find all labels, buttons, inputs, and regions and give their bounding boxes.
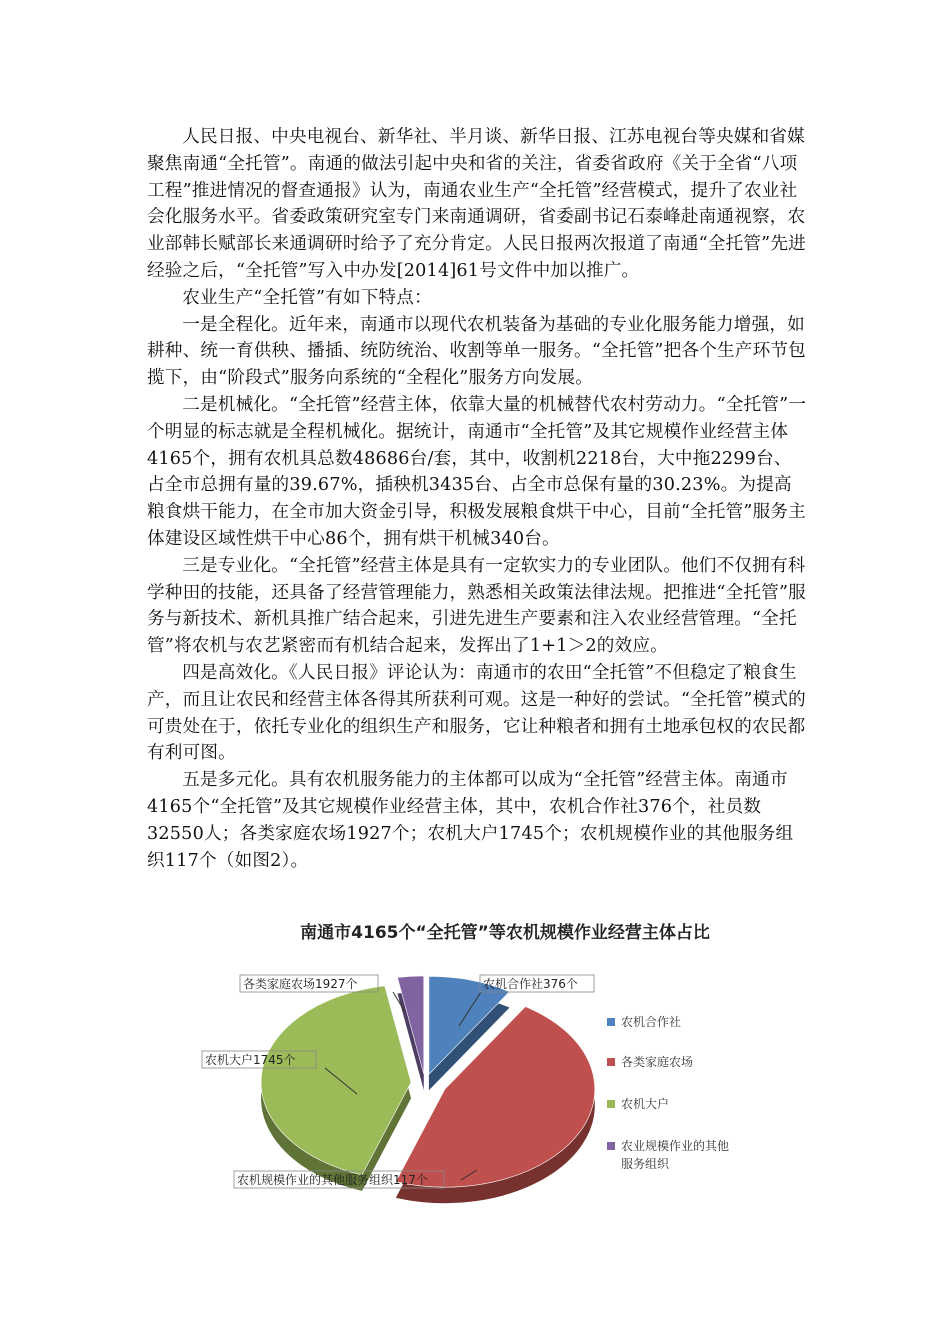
legend-swatch-1 xyxy=(607,1058,615,1066)
data-label-1: 各类家庭农场1927个 xyxy=(243,977,358,991)
paragraph-feature-4: 四是高效化。《人民日报》评论认为：南通市的农田“全托管”不但稳定了粮食生产，而且让农民和经营主体各得其所获利可观。这是一种好的尝试。“全托管”模式的可贵处在于，依托专业化的组织生产和服务，它让种粮者和拥有土地承包权的农民都有利可图。 xyxy=(147,662,806,764)
paragraph-feature-2: 二是机械化。“全托管”经营主体，依靠大量的机械替代农村劳动力。“全托管”一个明显的标志就是全程机械化。据统计，南通市“全托管”及其它规模作业经营主体4165个，拥有农机具总数48686台/套，其中，收割机2218台，大中拖2299台、占全市总拥有量的39.67%，插秧机3435台、占全市总保有量的30.23%。为提高粮食烘干能力，在全市加大资金引导，积极发展粮食烘干中心，目前“全托管”服务主体建设区域性烘干中心86个，拥有烘干机械340台。 xyxy=(147,394,807,549)
data-label-0: 农机合作社376个 xyxy=(483,977,578,991)
body-text xyxy=(147,124,807,874)
data-label-3: 农机规模作业的其他服务组织117个 xyxy=(237,1173,428,1187)
paragraph-media-coverage: 人民日报、中央电视台、新华社、半月谈、新华日报、江苏电视台等央媒和省媒聚焦南通“全托管”。南通的做法引起中央和省的关注，省委省政府《关于全省“八项工程”推进情况的督查通报》认为，南通农业生产“全托管”经营模式，提升了农业社会化服务水平。省委政策研究室专门来南通调研，省委副书记石泰峰赴南通视察，农业部韩长赋部长来通调研时给予了充分肯定。人民日报两次报道了南通“全托管”先进经验之后，“全托管”写入中办发[2014]61号文件中加以推广。 xyxy=(147,127,806,281)
data-label-2: 农机大户1745个 xyxy=(205,1053,296,1067)
legend-label-2: 农机大户 xyxy=(621,1097,670,1111)
chart-title: 南通市4165个“全托管”等农机规模作业经营主体占比 xyxy=(300,923,710,943)
legend-swatch-0 xyxy=(607,1018,615,1026)
paragraph-features-intro: 农业生产“全托管”有如下特点： xyxy=(182,287,432,308)
legend-label-3-cont: 服务组织 xyxy=(621,1157,670,1171)
legend-label-1: 各类家庭农场 xyxy=(621,1055,694,1069)
legend-label-0: 农机合作社 xyxy=(621,1015,682,1029)
paragraph-feature-3: 三是专业化。“全托管”经营主体是具有一定软实力的专业团队。他们不仅拥有科学种田的技能，还具备了经营管理能力，熟悉相关政策法律法规。把推进“全托管”服务与新技术、新机具推广结合起来，引进先进生产要素和注入农业经营管理。“全托管”将农机与农艺紧密而有机结合起来，发挥出了1+1＞2的效应。 xyxy=(147,555,806,657)
pie-chart xyxy=(205,918,785,1208)
paragraph-feature-5: 五是多元化。具有农机服务能力的主体都可以成为“全托管”经营主体。南通市4165个“全托管”及其它规模作业经营主体，其中，农机合作社376个，社员数32550人；各类家庭农场1927个；农机大户1745个；农机规模作业的其他服务组织117个（如图2）。 xyxy=(147,770,794,871)
pie-chart-figure xyxy=(205,918,785,1208)
legend-swatch-2 xyxy=(607,1100,615,1108)
legend-label-3: 农业规模作业的其他 xyxy=(621,1139,730,1153)
paragraph-feature-1: 一是全程化。近年来，南通市以现代农机装备为基础的专业化服务能力增强，如耕种、统一育供秧、播插、统防统治、收割等单一服务。“全托管”把各个生产环节包揽下，由“阶段式”服务向系统的“全程化”服务方向发展。 xyxy=(147,314,806,389)
legend-swatch-3 xyxy=(607,1142,615,1150)
